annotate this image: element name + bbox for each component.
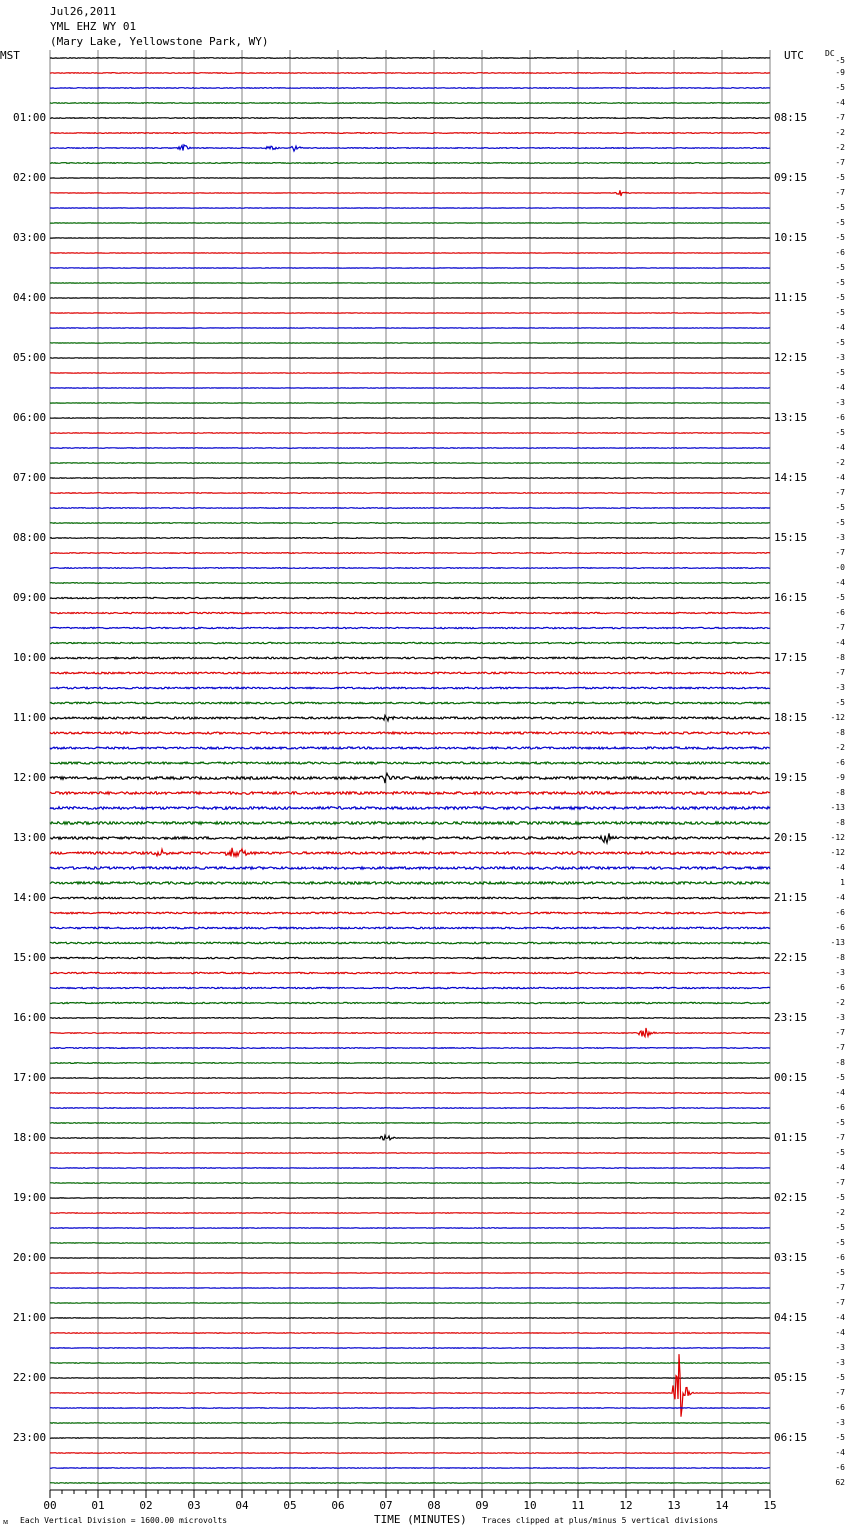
trace-7: [50, 163, 770, 164]
dc-offset-label: -3: [835, 1013, 845, 1022]
location-label: (Mary Lake, Yellowstone Park, WY): [50, 35, 269, 48]
dc-offset-label: -7: [835, 113, 845, 122]
trace-50: [50, 807, 770, 810]
dc-offset-label: -5: [835, 218, 845, 227]
left-hour-label: 18:00: [13, 1131, 47, 1144]
trace-42: [50, 687, 770, 689]
left-hour-label: 21:00: [13, 1311, 47, 1324]
dc-offset-label: -5: [835, 1148, 845, 1157]
dc-offset-label: -5: [835, 308, 845, 317]
dc-offset-label: -5: [835, 1373, 845, 1382]
dc-offset-label: -4: [835, 323, 845, 332]
trace-46: [50, 747, 770, 749]
trace-26: [50, 448, 770, 449]
dc-offset-label: -5: [835, 518, 845, 527]
dc-offset-label: -8: [835, 818, 845, 827]
right-hour-label: 04:15: [774, 1311, 808, 1324]
right-hour-label: 00:15: [774, 1071, 808, 1084]
dc-label: DC: [825, 49, 835, 58]
dc-offset-label: -4: [835, 1313, 845, 1322]
trace-60: [50, 957, 770, 958]
dc-offset-label: -12: [830, 848, 845, 857]
clip-note: Traces clipped at plus/minus 5 vertical divisions: [482, 1516, 719, 1525]
left-hour-label: 14:00: [13, 891, 47, 904]
dc-offset-label: -5: [835, 1193, 845, 1202]
right-timezone-label: UTC: [784, 49, 804, 62]
dc-offset-label: -4: [835, 578, 845, 587]
dc-offset-label: -8: [835, 653, 845, 662]
dc-offset-label: -6: [835, 983, 845, 992]
trace-94: [50, 1468, 770, 1469]
trace-36: [50, 597, 770, 598]
dc-offset-label: -3: [835, 353, 845, 362]
trace-33: [50, 553, 770, 554]
dc-offset-label: -8: [835, 788, 845, 797]
x-tick-label: 01: [91, 1499, 105, 1512]
dc-offset-label: -5: [835, 83, 845, 92]
dc-offset-label: -9: [835, 68, 845, 77]
dc-offset-label: -7: [835, 1028, 845, 1037]
dc-offset-label: -4: [835, 863, 845, 872]
dc-offset-label: -2: [835, 1208, 845, 1217]
right-hour-label: 17:15: [774, 651, 808, 664]
trace-67: [50, 1063, 770, 1064]
dc-offset-label: 62: [835, 1478, 845, 1487]
trace-29: [50, 493, 770, 494]
trace-78: [50, 1228, 770, 1229]
dc-offset-label: -3: [835, 533, 845, 542]
dc-offset-label: -7: [835, 488, 845, 497]
trace-35: [50, 583, 770, 584]
dc-offset-label: -5: [835, 1238, 845, 1247]
dc-offset-label: -13: [830, 803, 845, 812]
right-hour-label: 19:15: [774, 771, 808, 784]
trace-37: [50, 612, 770, 613]
right-hour-label: 16:15: [774, 591, 808, 604]
trace-63: [50, 1002, 770, 1003]
trace-84: [50, 1318, 770, 1319]
trace-72: [50, 1136, 770, 1140]
dc-offset-label: -7: [835, 188, 845, 197]
time-axis: [43, 1490, 776, 1512]
dc-offset-label: -5: [835, 593, 845, 602]
right-hour-label: 08:15: [774, 111, 808, 124]
dc-offset-label: -4: [835, 638, 845, 647]
dc-offset-label: -12: [830, 833, 845, 842]
trace-58: [50, 927, 770, 929]
dc-offset-label: -8: [835, 728, 845, 737]
trace-3: [50, 103, 770, 104]
dc-offset-label: -9: [835, 773, 845, 782]
dc-offset-label: -3: [835, 1343, 845, 1352]
x-tick-label: 03: [187, 1499, 201, 1512]
left-hour-label: 19:00: [13, 1191, 47, 1204]
dc-offset-label: 1: [840, 878, 845, 887]
left-hour-label: 15:00: [13, 951, 47, 964]
dc-offset-label: -5: [835, 1073, 845, 1082]
trace-79: [50, 1243, 770, 1244]
dc-offset-label: -5: [835, 1223, 845, 1232]
dc-offset-label: -5: [835, 203, 845, 212]
station-label: YML EHZ WY 01: [50, 20, 137, 33]
trace-66: [50, 1048, 770, 1049]
dc-offset-label: -7: [835, 1133, 845, 1142]
left-hour-label: 09:00: [13, 591, 47, 604]
dc-offset-label: -6: [835, 608, 845, 617]
trace-28: [50, 478, 770, 479]
trace-93: [50, 1453, 770, 1454]
dc-offset-label: -8: [835, 953, 845, 962]
trace-64: [50, 1018, 770, 1019]
trace-52: [50, 833, 770, 843]
trace-lines: [50, 58, 770, 1484]
trace-56: [50, 897, 770, 899]
left-hour-label: 22:00: [13, 1371, 47, 1384]
dc-offset-label: -5: [835, 233, 845, 242]
dc-offset-label: -6: [835, 248, 845, 257]
right-hour-label: 23:15: [774, 1011, 808, 1024]
dc-offset-label: -3: [835, 968, 845, 977]
dc-offset-label: -0: [835, 563, 845, 572]
trace-38: [50, 627, 770, 628]
dc-offset-label: -6: [835, 1463, 845, 1472]
dc-offset-label: -7: [835, 623, 845, 632]
trace-39: [50, 642, 770, 643]
right-hour-label: 02:15: [774, 1191, 808, 1204]
right-hour-label: 21:15: [774, 891, 808, 904]
left-hour-label: 10:00: [13, 651, 47, 664]
right-hour-label: 22:15: [774, 951, 808, 964]
left-hour-label: 17:00: [13, 1071, 47, 1084]
dc-offset-label: -5: [835, 293, 845, 302]
left-hour-label: 23:00: [13, 1431, 47, 1444]
x-tick-label: 08: [427, 1499, 441, 1512]
trace-88: [50, 1378, 770, 1379]
trace-74: [50, 1168, 770, 1169]
x-tick-label: 11: [571, 1499, 585, 1512]
dc-offset-label: -8: [835, 1058, 845, 1067]
right-hour-label: 20:15: [774, 831, 808, 844]
dc-offset-label: -5: [835, 338, 845, 347]
dc-offset-label: -6: [835, 1253, 845, 1262]
trace-57: [50, 912, 770, 914]
right-hour-label: 03:15: [774, 1251, 808, 1264]
left-hour-label: 04:00: [13, 291, 47, 304]
trace-59: [50, 942, 770, 944]
left-hour-label: 13:00: [13, 831, 47, 844]
trace-27: [50, 463, 770, 464]
dc-offset-label: -4: [835, 98, 845, 107]
left-hour-label: 01:00: [13, 111, 47, 124]
dc-offset-label: -7: [835, 548, 845, 557]
trace-61: [50, 972, 770, 973]
trace-43: [50, 702, 770, 704]
dc-offset-label: -2: [835, 128, 845, 137]
dc-offset-label: -5: [835, 263, 845, 272]
corner-mark: ᴍ: [3, 1517, 9, 1526]
trace-48: [50, 773, 770, 783]
trace-62: [50, 987, 770, 988]
dc-offset-label: -3: [835, 683, 845, 692]
dc-offset-label: -5: [835, 56, 845, 65]
x-tick-label: 07: [379, 1499, 393, 1512]
dc-offset-label: -5: [835, 278, 845, 287]
trace-55: [50, 882, 770, 884]
dc-offset-label: -4: [835, 1328, 845, 1337]
minute-grid: [50, 50, 770, 1490]
x-tick-label: 10: [523, 1499, 537, 1512]
left-hour-label: 12:00: [13, 771, 47, 784]
scale-note: Each Vertical Division = 1600.00 microvolts: [20, 1516, 228, 1525]
dc-offset-label: -2: [835, 743, 845, 752]
dc-offset-label: -6: [835, 908, 845, 917]
trace-1: [50, 73, 770, 74]
trace-24: [50, 418, 770, 419]
date-label: Jul26,2011: [50, 5, 117, 18]
trace-9: [50, 190, 770, 196]
right-hour-label: 11:15: [774, 291, 808, 304]
dc-offset-label: -4: [835, 443, 845, 452]
dc-offset-label: -6: [835, 923, 845, 932]
dc-offset-label: -5: [835, 503, 845, 512]
dc-offset-label: -5: [835, 1118, 845, 1127]
trace-51: [50, 822, 770, 825]
right-hour-label: 18:15: [774, 711, 808, 724]
trace-44: [50, 715, 770, 720]
dc-offset-label: -5: [835, 173, 845, 182]
trace-34: [50, 568, 770, 569]
x-tick-label: 13: [667, 1499, 681, 1512]
trace-71: [50, 1123, 770, 1124]
left-hour-label: 08:00: [13, 531, 47, 544]
dc-offset-label: -7: [835, 158, 845, 167]
trace-75: [50, 1183, 770, 1184]
x-tick-label: 00: [43, 1499, 57, 1512]
trace-30: [50, 508, 770, 509]
x-tick-label: 12: [619, 1499, 633, 1512]
right-hour-label: 14:15: [774, 471, 808, 484]
trace-85: [50, 1333, 770, 1334]
dc-offset-label: -5: [835, 368, 845, 377]
left-hour-label: 11:00: [13, 711, 47, 724]
trace-76: [50, 1198, 770, 1199]
trace-53: [50, 848, 770, 857]
dc-offset-label: -5: [835, 1268, 845, 1277]
dc-offset-label: -7: [835, 1178, 845, 1187]
trace-32: [50, 538, 770, 539]
trace-54: [50, 867, 770, 869]
x-tick-label: 09: [475, 1499, 489, 1512]
right-hour-label: 05:15: [774, 1371, 808, 1384]
right-hour-label: 13:15: [774, 411, 808, 424]
dc-offset-label: -5: [835, 1433, 845, 1442]
x-tick-label: 06: [331, 1499, 345, 1512]
trace-47: [50, 762, 770, 764]
dc-offset-label: -4: [835, 473, 845, 482]
left-hour-label: 07:00: [13, 471, 47, 484]
x-tick-label: 05: [283, 1499, 297, 1512]
dc-offset-label: -4: [835, 1088, 845, 1097]
dc-offset-label: -2: [835, 998, 845, 1007]
left-hour-label: 20:00: [13, 1251, 47, 1264]
left-hour-label: 06:00: [13, 411, 47, 424]
x-tick-label: 14: [715, 1499, 729, 1512]
dc-offset-label: -2: [835, 458, 845, 467]
trace-4: [50, 118, 770, 119]
dc-offset-label: -3: [835, 398, 845, 407]
left-hour-label: 16:00: [13, 1011, 47, 1024]
dc-offset-label: -3: [835, 1418, 845, 1427]
trace-49: [50, 792, 770, 795]
trace-25: [50, 433, 770, 434]
trace-70: [50, 1108, 770, 1109]
dc-offset-label: -7: [835, 1283, 845, 1292]
trace-41: [50, 672, 770, 674]
dc-offset-label: -4: [835, 1448, 845, 1457]
left-timezone-label: MST: [0, 49, 20, 62]
dc-offset-label: -5: [835, 428, 845, 437]
left-hour-label: 02:00: [13, 171, 47, 184]
right-hour-label: 10:15: [774, 231, 808, 244]
dc-offset-label: -7: [835, 668, 845, 677]
right-hour-label: 01:15: [774, 1131, 808, 1144]
trace-2: [50, 88, 770, 89]
x-tick-label: 15: [763, 1499, 777, 1512]
trace-87: [50, 1363, 770, 1364]
dc-offset-label: -12: [830, 713, 845, 722]
trace-45: [50, 732, 770, 734]
trace-5: [50, 133, 770, 134]
trace-6: [50, 145, 770, 151]
right-hour-label: 12:15: [774, 351, 808, 364]
trace-91: [50, 1423, 770, 1424]
dc-offset-label: -3: [835, 1358, 845, 1367]
right-hour-label: 09:15: [774, 171, 808, 184]
right-hour-label: 06:15: [774, 1431, 808, 1444]
trace-86: [50, 1348, 770, 1349]
dc-offset-label: -6: [835, 1403, 845, 1412]
dc-offset-label: -4: [835, 893, 845, 902]
x-tick-label: 02: [139, 1499, 153, 1512]
dc-offset-label: -2: [835, 143, 845, 152]
left-hour-label: 05:00: [13, 351, 47, 364]
dc-offset-label: -6: [835, 1103, 845, 1112]
dc-offset-label: -6: [835, 758, 845, 767]
dc-offset-label: -4: [835, 383, 845, 392]
trace-31: [50, 523, 770, 524]
dc-offset-label: -13: [830, 938, 845, 947]
dc-offset-label: -5: [835, 698, 845, 707]
dc-offset-label: -7: [835, 1298, 845, 1307]
trace-73: [50, 1153, 770, 1154]
trace-0: [50, 58, 770, 59]
trace-68: [50, 1078, 770, 1079]
trace-95: [50, 1483, 770, 1484]
left-hour-label: 03:00: [13, 231, 47, 244]
right-hour-label: 15:15: [774, 531, 808, 544]
dc-offset-label: -7: [835, 1043, 845, 1052]
dc-offset-label: -7: [835, 1388, 845, 1397]
trace-92: [50, 1438, 770, 1439]
trace-69: [50, 1093, 770, 1094]
dc-offset-label: -6: [835, 413, 845, 422]
trace-90: [50, 1408, 770, 1409]
x-tick-label: 04: [235, 1499, 249, 1512]
trace-77: [50, 1213, 770, 1214]
dc-offset-label: -4: [835, 1163, 845, 1172]
x-axis-title: TIME (MINUTES): [374, 1513, 467, 1526]
trace-40: [50, 657, 770, 659]
trace-65: [50, 1028, 770, 1037]
